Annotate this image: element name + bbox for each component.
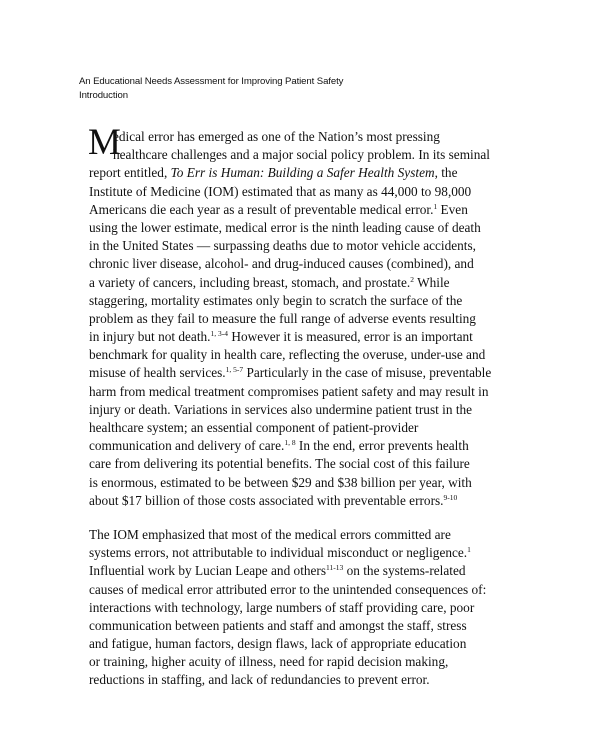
text-segment: about $17 billion of those costs associated with preventable errors.	[89, 492, 444, 508]
text-segment: However it is measured, error is an important	[228, 329, 473, 345]
text-line: interactions with technology, large numbers of staff providing care, poor	[89, 599, 475, 615]
text-line	[89, 544, 519, 562]
text-segment: , the	[434, 165, 458, 181]
text-line: edical error has emerged as one of the Nation’s most pressing	[113, 129, 440, 144]
text-line: chronic liver disease, alcohol- and drug-induced causes (combined), and	[89, 256, 474, 272]
text-segment: in injury but not death.	[89, 329, 211, 345]
text-segment: report entitled,	[89, 165, 171, 181]
text-segment: a variety of cancers, including breast, stomach, and prostate.	[89, 274, 411, 290]
text-line: problem as they fail to measure the full range of adverse events resulting	[89, 310, 476, 326]
text-segment: While	[413, 274, 450, 290]
text-segment: Americans die each year as a result of preventable medical error.	[89, 201, 434, 217]
text-line: is enormous, estimated to be between $29 and $38 billion per year, with	[89, 474, 472, 490]
text-line	[89, 437, 519, 455]
text-line: The IOM emphasized that most of the medical errors committed are	[89, 526, 451, 542]
text-line	[89, 364, 519, 382]
section-heading: Introduction	[79, 90, 128, 101]
text-line: communication between patients and staff and amongst the staff, stress	[89, 617, 467, 633]
text-line: using the lower estimate, medical error is the ninth leading cause of death	[89, 219, 481, 235]
text-segment: Particularly in the case of misuse, preventable	[243, 365, 492, 381]
text-line: healthcare challenges and a major social policy problem. In its seminal	[113, 147, 490, 163]
text-line	[89, 562, 519, 580]
text-line: in the United States — surpassing deaths due to motor vehicle accidents,	[89, 238, 476, 254]
text-segment: systems errors, not attributable to individual misconduct or negligence.	[89, 545, 468, 561]
text-line: benchmark for quality in health care, reflecting the overuse, under-use and	[89, 347, 486, 363]
citation-superscript: 2	[410, 274, 414, 284]
document-body	[88, 122, 519, 690]
italic-title: To Err is Human: Building a Safer Health System	[170, 165, 435, 181]
text-segment: Even	[437, 201, 468, 217]
text-line: and fatigue, human factors, design flaws, lack of appropriate education	[89, 636, 467, 652]
text-segment: In the end, error prevents health	[295, 438, 469, 454]
text-segment: misuse of health services.	[89, 365, 226, 381]
paragraph-1	[89, 128, 519, 510]
text-line: staggering, mortality estimates only begin to scratch the surface of the	[89, 292, 463, 308]
text-line: Institute of Medicine (IOM) estimated that as many as 44,000 to 98,000	[89, 183, 472, 199]
text-line: reductions in staffing, and lack of redundancies to prevent error.	[89, 672, 430, 688]
citation-superscript: 1	[467, 545, 471, 555]
text-line: causes of medical error attributed error to the unintended consequences of:	[89, 581, 487, 597]
text-line: harm from medical treatment compromises patient safety and may result in	[89, 383, 489, 399]
drop-cap: M	[88, 122, 121, 163]
text-segment: Influential work by Lucian Leape and others	[89, 563, 327, 579]
text-line	[89, 492, 519, 510]
text-line: injury or death. Variations in services also undermine patient trust in the	[89, 401, 473, 417]
citation-superscript: 9-10	[443, 492, 458, 502]
text-line	[89, 274, 519, 292]
paragraph-2	[89, 526, 519, 690]
text-segment: on the systems-related	[343, 563, 466, 579]
citation-superscript: 1, 3-4	[210, 329, 229, 339]
document-header	[79, 75, 343, 103]
document-title: An Educational Needs Assessment for Improving Patient Safety	[79, 76, 344, 87]
citation-superscript: 1, 8	[284, 438, 296, 448]
text-segment: communication and delivery of care.	[89, 438, 285, 454]
text-line: or training, higher acuity of illness, need for rapid decision making,	[89, 654, 449, 670]
citation-superscript: 11-13	[326, 563, 344, 573]
text-line	[89, 328, 519, 346]
citation-superscript: 1	[433, 201, 438, 211]
text-line	[89, 201, 519, 219]
citation-superscript: 1, 5-7	[225, 365, 244, 375]
text-line: healthcare system; an essential component of patient-provider	[89, 420, 419, 435]
text-line	[89, 164, 519, 182]
text-line: care from delivering its potential benefits. The social cost of this failure	[89, 456, 470, 472]
